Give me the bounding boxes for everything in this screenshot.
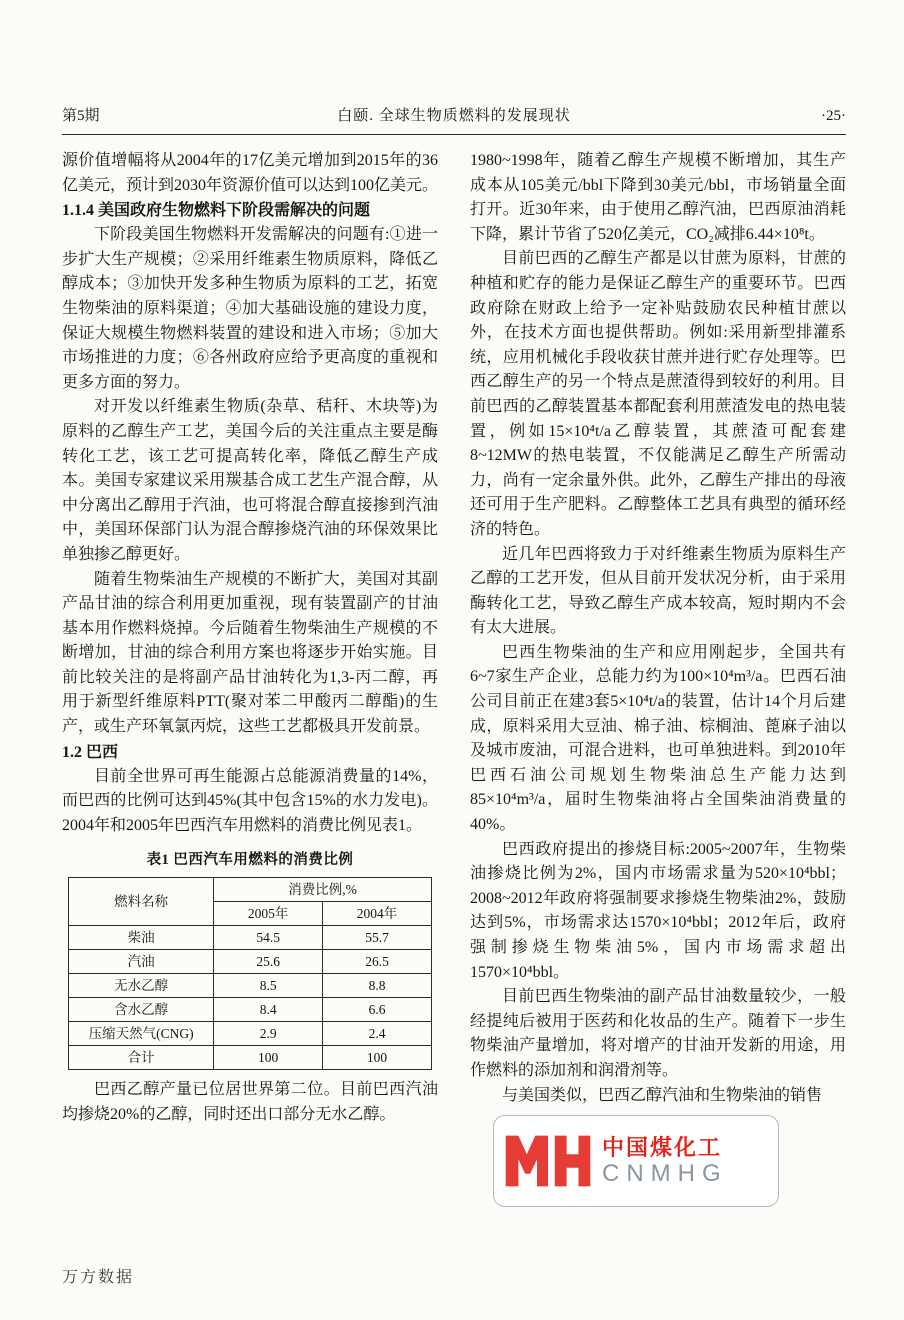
col-header-ratio: 消费比例,% (214, 878, 432, 902)
paragraph: 目前巴西的乙醇生产都是以甘蔗为原料，甘蔗的种植和贮存的能力是保证乙醇生产的重要环节。巴西政府除在财政上给予一定补贴鼓励农民种植甘蔗以外，在技术方面也提供帮助。例如:采用新型排灌系统，应用机械化手段收获甘蔗并进行贮存处理等。巴西乙醇生产的另一个特点是蔗渣得到较好的利用。目前巴西的乙醇装置基本都配套利用蔗渣发电的热电装置，例如15×10⁴t/a乙醇装置，其蔗渣可配套建8~12MW的热电装置，不仅能满足乙醇生产所需动力，尚有一定余量外供。此外，乙醇生产排出的母液还可用于生产肥料。乙醇整体工艺具有典型的循环经济的特色。 (470, 250, 846, 538)
cell-2005: 2.9 (214, 1022, 323, 1046)
cell-2005: 8.5 (214, 974, 323, 998)
cell-fuel: 汽油 (69, 950, 214, 974)
cell-2005: 100 (214, 1046, 323, 1070)
cell-fuel: 压缩天然气(CNG) (69, 1022, 214, 1046)
cell-fuel: 合计 (69, 1046, 214, 1070)
table-row (69, 1022, 432, 1046)
paragraph: 目前全世界可再生能源占总能源消费量的14%，而巴西的比例可达到45%(其中包含15%的水力发电)。2004年和2005年巴西汽车用燃料的消费比例见表1。 (62, 767, 438, 834)
paragraph: 巴西政府提出的掺烧目标:2005~2007年，生物柴油掺烧比例为2%，国内市场需求量为520×10⁴bbl；2008~2012年政府将强制要求掺烧生物柴油2%，鼓励达到5%，市场需求达1570×10⁴bbl；2012年后，政府强制掺烧生物柴油5%，国内市场需求超出1570×10⁴bbl。 (470, 840, 846, 981)
table-row-total (69, 1046, 432, 1070)
paragraph: 1980~1998年，随着乙醇生产规模不断增加，其生产成本从105美元/bbl下降到30美元/bbl，市场销量全面打开。近30年来，由于使用乙醇汽油，巴西原油消耗下降，累计节省了520亿美元，CO₂减排6.44×10⁸t。 (470, 152, 846, 243)
paragraph: 下阶段美国生物燃料开发需解决的问题有:①进一步扩大生产规模；②采用纤维素生物质原料，降低乙醇成本；③加快开发多种生物质为原料的工艺，拓宽生物柴油的原料渠道；④加大基础设施的建设力度，保证大规模生物燃料装置的建设和进入市场；⑤加大市场推进的力度；⑥各州政府应给予更高度的重视和更多方面的努力。 (62, 226, 438, 391)
section-heading-1-1-4: 1.1.4 美国政府生物燃料下阶段需解决的问题 (62, 202, 371, 220)
wanfang-data-mark: 万方数据 (62, 1269, 135, 1286)
cell-2005: 8.4 (214, 998, 323, 1022)
watermark-chinese-label: 中国煤化工 (602, 1134, 723, 1160)
paragraph: 巴西生物柴油的生产和应用刚起步，全国共有6~7家生产企业，总能力约为100×10⁴m³/a。巴西石油公司目前正在建3套5×10⁴t/a的装置，估计14个月后建成，原料采用大豆油、棉子油、棕榈油、蓖麻子油以及城市废油，可混合进料，也可单独进料。到2010年巴西石油公司规划生物柴油总生产能力达到85×10⁴m³/a，届时生物柴油将占全国柴油消费量的40%。 (470, 643, 846, 834)
paragraph: 巴西乙醇产量已位居世界第二位。目前巴西汽油均掺烧20%的乙醇，同时还出口部分无水乙醇。 (62, 1081, 438, 1124)
table-row (69, 950, 432, 974)
paragraph: 目前巴西生物柴油的副产品甘油数量较少，一般经提纯后被用于医药和化妆品的生产。随着下一步生物柴油产量增加，将对增产的甘油开发新的用途，用作燃料的添加剂和润滑剂等。 (470, 988, 846, 1079)
paragraph: 源价值增幅将从2004年的17亿美元增加到2015年的36亿美元，预计到2030年资源价值可以达到100亿美元。 (62, 152, 439, 194)
col-header-2005: 2005年 (214, 902, 323, 926)
cell-2005: 25.6 (214, 950, 323, 974)
cnmhg-logo-icon (504, 1132, 592, 1190)
table-row (69, 974, 432, 998)
cell-2005: 54.5 (214, 926, 323, 950)
watermark-text (602, 1135, 728, 1188)
two-column-body (62, 149, 846, 1128)
cnmhg-watermark (493, 1115, 779, 1207)
running-title: 白颐. 全球生物质燃料的发展现状 (337, 108, 571, 124)
cell-2004: 100 (323, 1046, 432, 1070)
paragraph: 近几年巴西将致力于对纤维素生物质为原料生产乙醇的工艺开发，但从目前开发状况分析，由于采用酶转化工艺，导致乙醇生产成本较高，短时期内不会有太大进展。 (470, 545, 846, 637)
table-row (69, 998, 432, 1022)
col-header-fuel: 燃料名称 (69, 878, 214, 926)
cell-fuel: 含水乙醇 (69, 998, 214, 1022)
cell-fuel: 无水乙醇 (69, 974, 214, 998)
cell-2004: 26.5 (323, 950, 432, 974)
right-column (470, 149, 846, 1128)
cell-fuel: 柴油 (69, 926, 214, 950)
table-header-row (69, 878, 432, 902)
paragraph: 与美国类似，巴西乙醇汽油和生物柴油的销售 (502, 1086, 823, 1104)
table-caption: 表1 巴西汽车用燃料的消费比例 (146, 852, 354, 869)
paragraph: 对开发以纤维素生物质(杂草、秸秆、木块等)为原料的乙醇生产工艺，美国今后的关注重点主要是酶转化工艺，该工艺可提高转化率，降低乙醇生产成本。美国专家建议采用羰基合成工艺生产混合醇，从中分离出乙醇用于汽油，也可将混合醇直接掺到汽油中，美国环保部门认为混合醇掺烧汽油的环保效果比单独掺乙醇更好。 (62, 398, 438, 563)
cell-2004: 55.7 (323, 926, 432, 950)
journal-issue: 第5期 (62, 108, 100, 124)
page-number: ·25· (821, 108, 846, 124)
cell-2004: 6.6 (323, 998, 432, 1022)
watermark-latin-label: CNMHG (602, 1159, 728, 1187)
section-heading-1-2: 1.2 巴西 (62, 743, 119, 761)
paragraph: 随着生物柴油生产规模的不断扩大，美国对其副产品甘油的综合利用更加重视，现有装置副产的甘油基本用作燃料烧掉。今后随着生物柴油生产规模的不断增加，甘油的综合利用方案也将逐步开始实施。目前比较关注的是将副产品甘油转化为1,3-丙二醇，再用于新型纤维原料PTT(聚对苯二甲酸丙二醇酯)的生产，或生产环氧氯丙烷，这些工艺都极具开发前景。 (62, 570, 438, 736)
table-block (68, 848, 432, 1070)
page-header (62, 104, 846, 135)
left-column (62, 149, 438, 1128)
table-row (69, 926, 432, 950)
col-header-2004: 2004年 (323, 902, 432, 926)
cell-2004: 2.4 (323, 1022, 432, 1046)
cell-2004: 8.8 (323, 974, 432, 998)
fuel-consumption-table (68, 877, 432, 1070)
